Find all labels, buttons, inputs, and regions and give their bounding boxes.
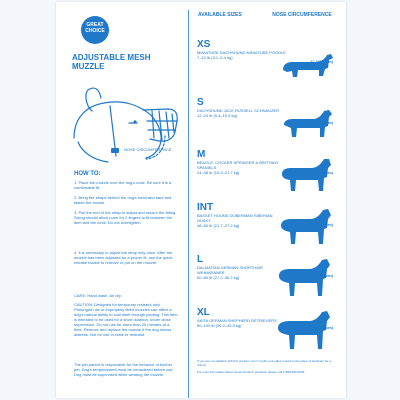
instructions-column bbox=[56, 2, 186, 398]
size-chart-column bbox=[188, 10, 345, 398]
logo-line-2: CHOICE bbox=[85, 28, 105, 34]
size-code: L bbox=[197, 254, 204, 265]
nose-circumference-heading: NOSE CIRCUMFERENCE bbox=[272, 12, 332, 18]
muzzle-dog-illustration bbox=[64, 78, 182, 170]
size-code: S bbox=[197, 97, 204, 108]
product-title: ADJUSTABLE MESH MUZZLE bbox=[72, 53, 151, 71]
weight-range: 24–48 lb (10.9–21.7 kg) bbox=[197, 170, 240, 175]
breed-list: BEAGLE, COCKER SPRINGER & BRITTANY SPANIELS bbox=[197, 160, 279, 170]
weight-range: 80–100 lb (36.2–45.3 kg) bbox=[197, 323, 242, 328]
weight-range: 12–24 lb (5.4–10.9 kg) bbox=[197, 113, 238, 118]
size-code: XS bbox=[197, 39, 211, 50]
breed-list: DALMATIAN GERMAN SHORTHAIR WEIMARANER bbox=[197, 265, 263, 275]
nose-size-value: 5" (12.7 cm) bbox=[310, 120, 333, 125]
breed-list: AKITA GERMAN SHEPHERD RETRIEVERS bbox=[197, 318, 277, 323]
caution-text: CAUTION: Designed for temporary restraint only. Prolonged use or improperly fitted muzzles can affect a dog's natural ability to cool itself through panting. This item is intended to be used for a short duration, under close supervision. Do not use for more than 20 minutes at a time. Remove and replace the muzzle if the dog shows distress. Not for use in crate or restraint. bbox=[74, 302, 178, 337]
instruction-step-1: 1. Place the muzzle over the dog's nose. Be sure it is a comfortable fit. bbox=[74, 180, 172, 190]
weight-range: 7–12 lb (3.1–5.4 kg) bbox=[197, 55, 233, 60]
size-code: XL bbox=[197, 307, 210, 318]
nose-size-value: 9.5" (24.1 cm) bbox=[307, 325, 333, 330]
available-sizes-heading: AVAILABLE SIZES bbox=[198, 12, 242, 18]
nose-size-value: 4" (10.2 cm) bbox=[310, 59, 333, 64]
how-to-heading: HOW TO: bbox=[74, 171, 101, 177]
nose-size-value: 8" (20.3 cm) bbox=[310, 273, 333, 278]
instruction-step-3: 3. Pull the end of the strap to adjust and secure the fitting. Sizing should allow room for 2 fingers to fit between the item and the neck. Do not overtighten. bbox=[74, 210, 177, 225]
instruction-step-2: 2. Bring the straps behind the dog's head and ears and fasten the buckle. bbox=[74, 195, 172, 205]
size-code: M bbox=[197, 149, 206, 160]
weight-range: 48–60 lb (21.7–27.2 kg) bbox=[197, 223, 240, 228]
dachshund-icon bbox=[273, 42, 337, 86]
footer-notes bbox=[197, 359, 339, 374]
nose-size-value: 6" (15.2 cm) bbox=[310, 170, 333, 175]
german-shepherd-icon bbox=[271, 308, 335, 352]
breed-list: DACHSHUND JACK RUSSELL SCHNAUZER bbox=[197, 108, 280, 113]
size-code: INT bbox=[197, 202, 214, 213]
muzzle-instruction-card bbox=[56, 2, 346, 398]
breed-list: BASSET HOUND DOBERMAN SIBERIAN HUSKY bbox=[197, 213, 273, 223]
satisfaction-note: If you are not satisfied with this product, return it with your sales receipt to the place of purchase for a refund. bbox=[197, 359, 331, 367]
breed-list: MINIATURE DACHSHUND MINIATURE POODLE bbox=[197, 50, 286, 55]
nose-circumference-label: NOSE CIRCUMFERENCE bbox=[124, 147, 172, 152]
weight-range: 60–80 lb (27.2–36.2 kg) bbox=[197, 275, 240, 280]
instruction-step-4: 4. It is necessary to adjust the strap only once. After the muzzle has been adjusted for a proper fit, use the quick-release buckle to remove or put on the muzzle. bbox=[74, 250, 174, 265]
contact-note: For more information about Great Choice® products, please call 1-888-839-9638 bbox=[197, 370, 305, 374]
nose-size-value: 7" (17.8 cm) bbox=[310, 222, 333, 227]
care-text: CARE: Hand wash. Air dry. bbox=[74, 293, 122, 298]
logo-line-1: GREAT bbox=[86, 22, 104, 28]
brand-logo bbox=[81, 16, 109, 44]
care-instructions bbox=[74, 293, 178, 298]
pet-parent-note: The pet parent is responsible for the behavior of his/her pet. Dog's temperament must be considered before use. Dog must be supervised while wearing the muzzle. bbox=[74, 362, 174, 377]
